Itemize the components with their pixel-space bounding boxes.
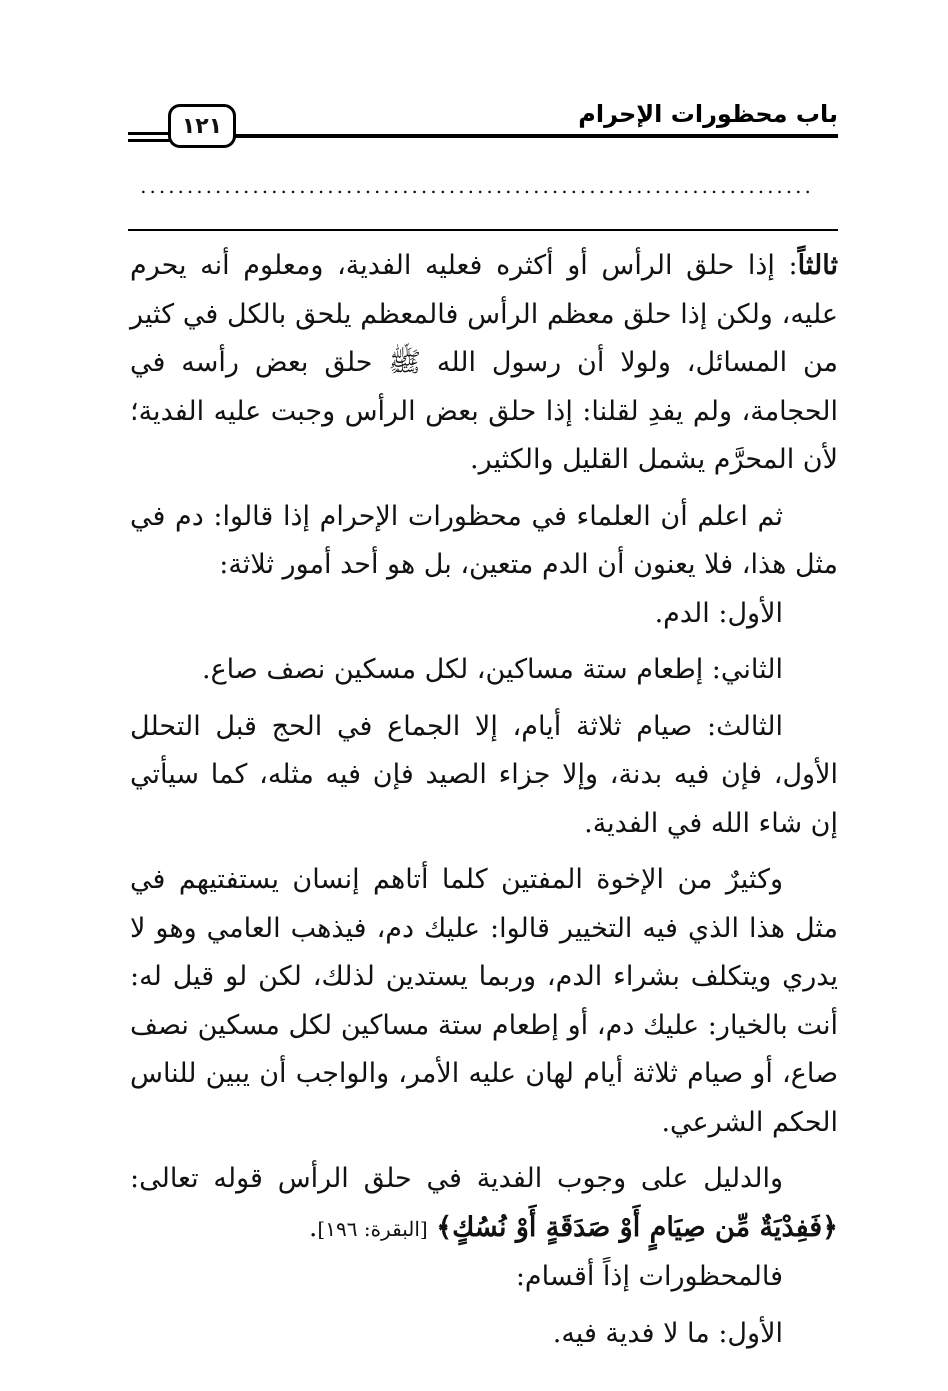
paragraph-categories: فالمحظورات إذاً أقسام: — [515, 1261, 783, 1292]
quran-verse: ﴿فَفِدْيَةٌ مِّن صِيَامٍ أَوْ صَدَقَةٍ أَوْ نُسُكٍ﴾ — [436, 1211, 838, 1243]
list-item-third: الثالث: صيام ثلاثة أيام، إلا الجماع في الحج قبل التحلل الأول، فإن فيه بدنة، وإلا جزاء الصيد فإن فيه مثله، كما سيأتي إن شاء الله في الفدية. — [130, 710, 838, 839]
list-item-no-ransom: الأول: ما لا فدية فيه. — [552, 1317, 783, 1349]
paragraph-thirdly — [130, 242, 838, 485]
list-item-second: الثاني: إطعام ستة مساكين، لكل مسكين نصف صاع. — [201, 654, 783, 685]
evidence-end: . — [308, 1211, 318, 1243]
paragraph-lead: ثالثاً — [797, 250, 838, 281]
running-header — [128, 92, 838, 162]
paragraph-evidence — [130, 1155, 838, 1253]
header-rule-left-bottom — [128, 139, 172, 142]
chapter-title: باب محظورات الإحرام — [578, 100, 838, 128]
separator-line — [128, 229, 838, 231]
header-rule — [228, 134, 838, 138]
evidence-intro: والدليل على وجوب الفدية في حلق الرأس قوله تعالى: — [130, 1163, 783, 1194]
list-item-first: الأول: الدم. — [654, 597, 783, 629]
paragraph-text: : إذا حلق الرأس أو أكثره فعليه الفدية، ومعلوم أنه يحرم عليه، ولكن إذا حلق معظم الرأس فالمعظم يلحق بالكل في كثير من المسائل، ولولا أن رسول الله ﷺ حلق بعض رأسه في الحجامة، ولم يفدِ لقلنا: إذا حلق بعض الرأس وجبت عليه الفدية؛ لأن المحرَّم يشمل القليل والكثير. — [130, 250, 838, 475]
dotted-divider: ........................................................................ — [140, 176, 814, 198]
page-body — [130, 242, 838, 1358]
paragraph-scholars: ثم اعلم أن العلماء في محظورات الإحرام إذا قالوا: دم في مثل هذا، فلا يعنون أن الدم متعين، بل هو أحد أمور ثلاثة: — [130, 500, 838, 580]
page-number: ١٢١ — [168, 104, 236, 148]
header-rule-left-top — [128, 132, 172, 135]
paragraph-muftis: وكثيرٌ من الإخوة المفتين كلما أتاهم إنسان يستفتيهم في مثل هذا الذي فيه التخيير قالوا: عليك دم، فيذهب العامي وهو لا يدري ويتكلف بشراء الدم، وربما يستدين لذلك، لكن لو قيل له: أنت بالخيار: عليك دم، أو إطعام ستة مساكين لكل مسكين نصف صاع، أو صيام ثلاثة أيام لهان عليه الأمر، والواجب أن يبين للناس الحكم الشرعي. — [130, 864, 838, 1138]
verse-reference: [البقرة: ١٩٦] — [317, 1216, 428, 1241]
